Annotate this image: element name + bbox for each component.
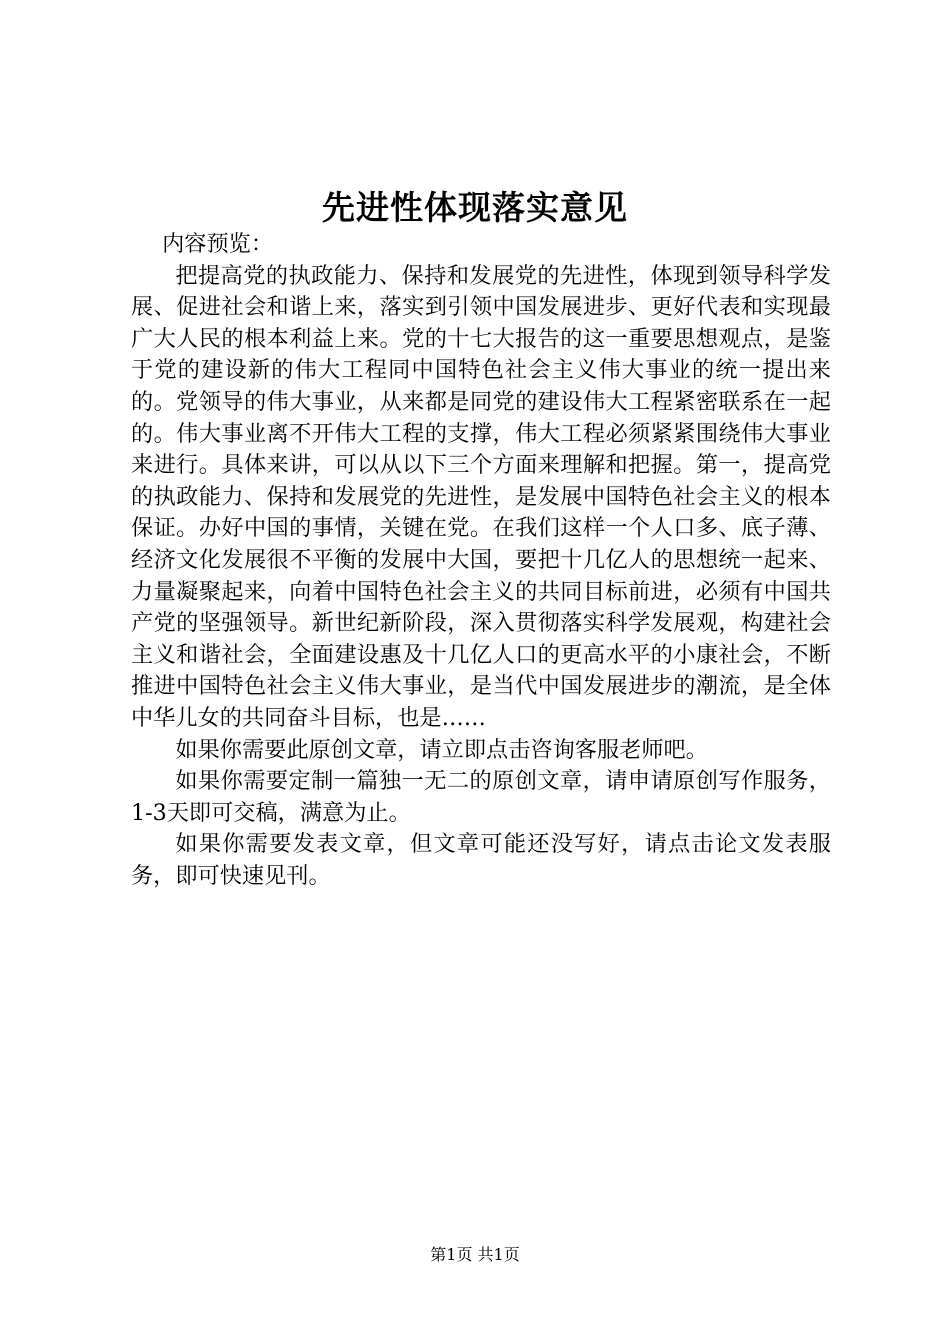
notice-consult-link[interactable]: 如果你需要此原创文章，请立即点击咨询客服老师吧。 — [175, 736, 708, 763]
document-content — [131, 229, 831, 892]
notice-custom-writing-link[interactable]: 如果你需要定制一篇独一无二的原创文章，请申请原创写作服务，1-3天即可交稿，满意为止。 — [131, 768, 831, 826]
page-footer: 第1页 共1页 — [430, 1245, 520, 1264]
body-paragraph: 把提高党的执政能力、保持和发展党的先进性，体现到领导科学发展、促进社会和谐上来，落实到引领中国发展进步、更好代表和实现最广大人民的根本利益上来。党的十七大报告的这一重要思想观点，是鉴于党的建设新的伟大工程同中国特色社会主义伟大事业的统一提出来的。党领导的伟大事业，从来都是同党的建设伟大工程紧密联系在一起的。伟大事业离不开伟大工程的支撑，伟大工程必须紧紧围绕伟大事业来进行。具体来讲，可以从以下三个方面来理解和把握。第一，提高党的执政能力、保持和发展党的先进性，是发展中国特色社会主义的根本保证。办好中国的事情，关键在党。在我们这样一个人口多、底子薄、经济文化发展很不平衡的发展中大国，要把十几亿人的思想统一起来、力量凝聚起来，向着中国特色社会主义的共同目标前进，必须有中国共产党的坚强领导。新世纪新阶段，深入贯彻落实科学发展观，构建社会主义和谐社会，全面建设惠及十几亿人口的更高水平的小康社会，不断推进中国特色社会主义伟大事业，是当代中国发展进步的潮流，是全体中华儿女的共同奋斗目标，也是…… — [131, 262, 831, 731]
document-title: 先进性体现落实意见 — [322, 188, 628, 227]
preview-label: 内容预览： — [162, 231, 274, 257]
notice-publish-service-link[interactable]: 如果你需要发表文章，但文章可能还没写好，请点击论文发表服务，即可快速见刊。 — [131, 831, 831, 889]
